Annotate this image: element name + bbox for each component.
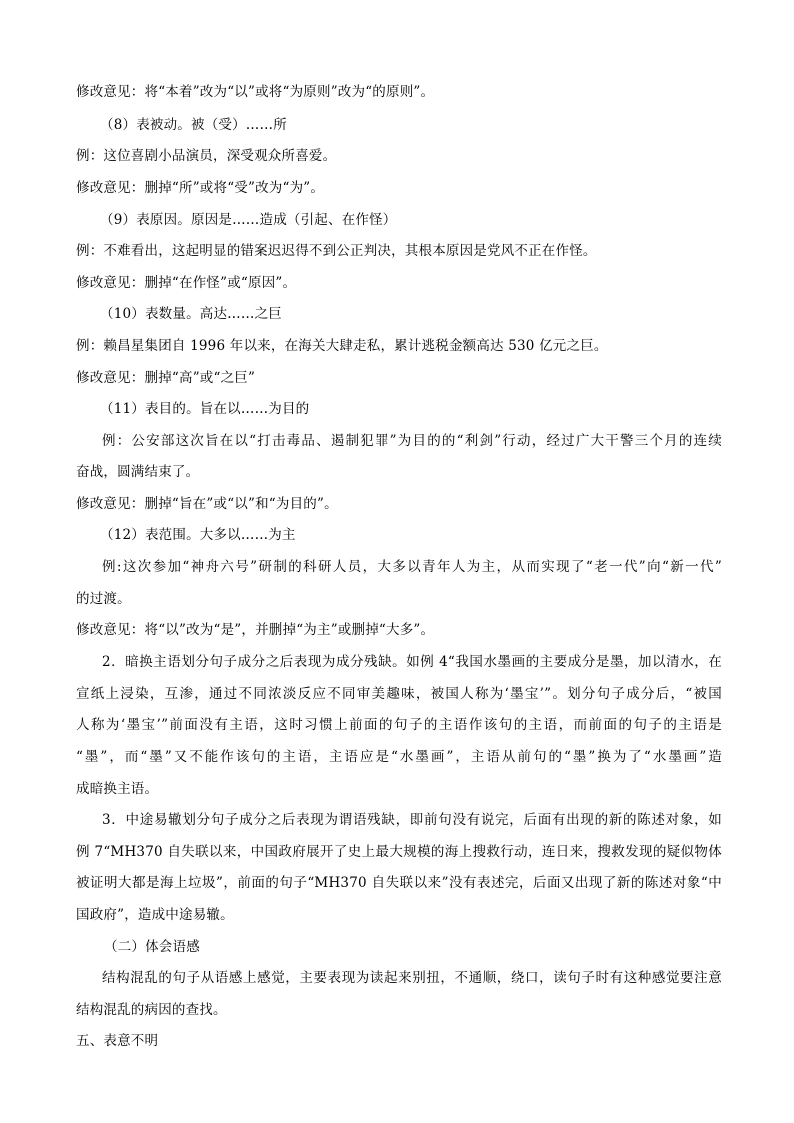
text-line: 例：赖昌星集团自 1996 年以来，在海关大肆走私，累计逃税金额高达 530 亿元之巨。 — [76, 338, 608, 354]
text-line: 修改意见：将“本着”改为“以”或将“为原则”改为“的原则”。 — [76, 84, 435, 100]
text-line: 人称为‘墨宝’”前面没有主语，这时习惯上前面的句子的主语作该句的主语，而前面的句子的主语是 — [76, 717, 722, 733]
section-heading: 五、表意不明 — [76, 1033, 159, 1049]
text-line: 国政府”，造成中途易辙。 — [76, 907, 234, 923]
text-line: 修改意见：删掉“在作怪”或“原因”。 — [76, 275, 297, 291]
text-line: 的过渡。 — [76, 591, 131, 607]
text-line: 宣纸上浸染，互渗，通过不同浓淡反应不同审美趣味，被国人称为‘墨宝’”。划分句子成分后，“被国 — [76, 686, 722, 702]
text-line: （10）表数量。高达……之巨 — [100, 306, 282, 322]
text-line: （8）表被动。被（受）……所 — [100, 117, 287, 133]
text-line: 修改意见：将“以”改为“是”，并删掉“为主”或删掉“大多”。 — [76, 622, 435, 638]
text-line: 例：这位喜剧小品演员，深受观众所喜爱。 — [76, 148, 337, 164]
text-line: 奋战，圆满结束了。 — [76, 464, 200, 480]
text-line: 例：公安部这次旨在以“打击毒品、遏制犯罪”为目的的“利剑”行动，经过广大干警三个月的连续 — [102, 433, 722, 449]
text-line: 例 7“MH370 自失联以来，中国政府展开了史上最大规模的海上搜救行动，连日来，搜救发现的疑似物体 — [76, 844, 722, 860]
text-line: 被证明大都是海上垃圾”，前面的句子“MH370 自失联以来”没有表述完，后面又出现了新的陈述对象“中 — [76, 875, 722, 891]
text-line: 修改意见：删掉“高”或“之巨” — [76, 370, 256, 386]
text-line: 例：不难看出，这起明显的错案迟迟得不到公正判决，其根本原因是党风不正在作怪。 — [76, 243, 597, 259]
section-subheading: （二）体会语感 — [104, 939, 200, 955]
text-line: （11）表目的。旨在以……为目的 — [100, 401, 310, 417]
text-line: “墨”，而“墨”又不能作该句的主语，主语应是“水墨画”，主语从前句的“墨”换为了“水墨画”造 — [76, 749, 722, 765]
text-line: （12）表范围。大多以……为主 — [100, 527, 296, 543]
text-line: 结构混乱的病因的查找。 — [76, 1002, 227, 1018]
text-line: 2．暗换主语划分句子成分之后表现为成分残缺。如例 4“我国水墨画的主要成分是墨，加以清水，在 — [102, 654, 722, 670]
text-line: 例:这次参加“神舟六号”研制的科研人员，大多以青年人为主，从而实现了“老一代”向“新一代” — [102, 559, 722, 575]
text-line: 修改意见：删掉“所”或将“受”改为“为”。 — [76, 180, 325, 196]
text-line: （9）表原因。原因是……造成（引起、在作怪） — [100, 212, 397, 228]
text-line: 结构混乱的句子从语感上感觉，主要表现为读起来别扭，不通顺，绕口，读句子时有这种感觉要注意 — [102, 970, 722, 986]
text-line: 3．中途易辙划分句子成分之后表现为谓语残缺，即前句没有说完，后面有出现的新的陈述对象，如 — [102, 812, 722, 828]
text-line: 修改意见：删掉“旨在”或“以”和“为目的”。 — [76, 496, 338, 512]
text-line: 成暗换主语。 — [76, 781, 159, 797]
